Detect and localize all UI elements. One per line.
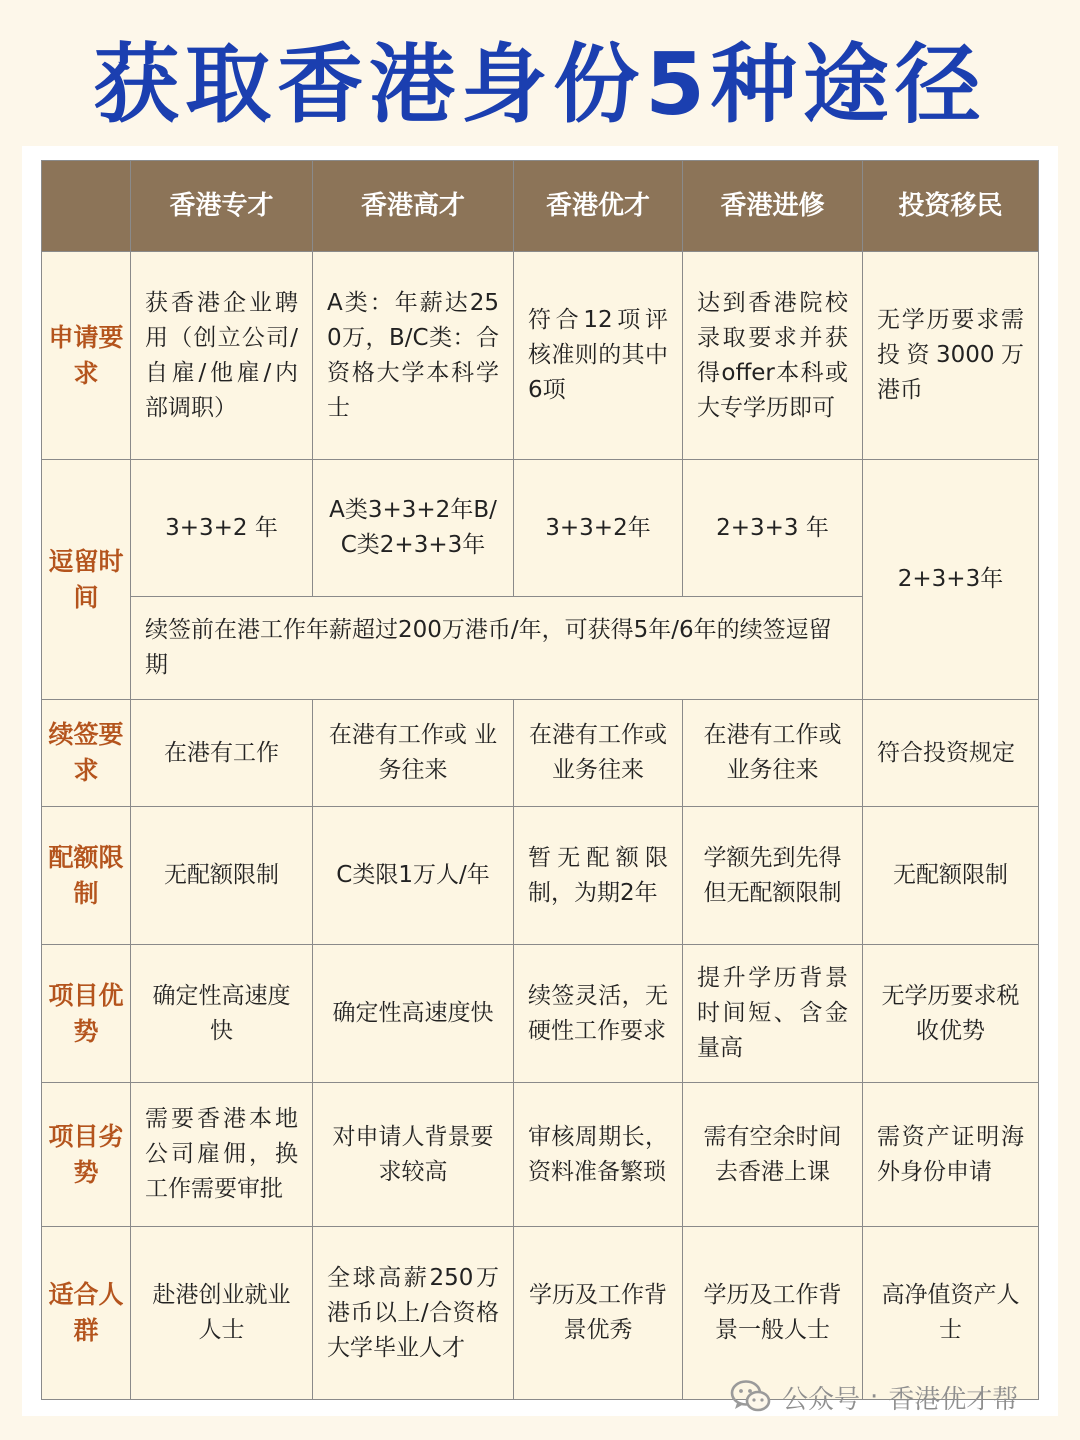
table-cell: 需要香港本地公司雇佣，换工作需要审批 xyxy=(131,1083,313,1227)
table-cell: 需资产证明海外身份申请 xyxy=(863,1083,1039,1227)
column-header-study: 香港进修 xyxy=(683,161,863,252)
row-label-advantages: 项目优势 xyxy=(42,945,131,1083)
table-cell: 全球高薪250万港币以上/合资格大学毕业人才 xyxy=(313,1227,514,1400)
wechat-icon xyxy=(730,1379,772,1415)
row-label-disadvantages: 项目劣势 xyxy=(42,1083,131,1227)
table-cell: 获香港企业聘用（创立公司/自雇/他雇/内部调职） xyxy=(131,252,313,460)
table-cell: 2+3+3年 xyxy=(863,460,1039,700)
table-cell: 审核周期长，资料准备繁琐 xyxy=(514,1083,683,1227)
column-header-quality-migrant: 香港优才 xyxy=(514,161,683,252)
comparison-table xyxy=(41,160,1039,1400)
table-cell: 提升学历背景时间短、含金量高 xyxy=(683,945,863,1083)
table-row xyxy=(42,1083,1039,1227)
table-row xyxy=(42,700,1039,807)
table-cell: 学历及工作背景一般人士 xyxy=(683,1227,863,1400)
table-cell: A类3+3+2年B/C类2+3+3年 xyxy=(313,460,514,597)
table-cell: 无配额限制 xyxy=(131,807,313,945)
table-cell: 2+3+3 年 xyxy=(683,460,863,597)
column-header-investment: 投资移民 xyxy=(863,161,1039,252)
table-cell: 确定性高速度快 xyxy=(313,945,514,1083)
table-cell: 续签灵活，无硬性工作要求 xyxy=(514,945,683,1083)
column-header-top-talent: 香港高才 xyxy=(313,161,514,252)
table-cell: C类限1万人/年 xyxy=(313,807,514,945)
table-cell: 需有空余时间去香港上课 xyxy=(683,1083,863,1227)
table-row xyxy=(42,252,1039,460)
table-cell: 对申请人背景要求较高 xyxy=(313,1083,514,1227)
row-label-requirements: 申请要求 xyxy=(42,252,131,460)
row-label-suitable: 适合人群 xyxy=(42,1227,131,1400)
header-corner xyxy=(42,161,131,252)
table-cell: 确定性高速度快 xyxy=(131,945,313,1083)
table-cell: 无学历要求税收优势 xyxy=(863,945,1039,1083)
watermark-prefix: 公众号 xyxy=(782,1384,861,1415)
row-label-quota: 配额限制 xyxy=(42,807,131,945)
table-cell: A类：年薪达250万，B/C类：合资格大学本科学士 xyxy=(313,252,514,460)
row-label-renewal: 续签要求 xyxy=(42,700,131,807)
watermark xyxy=(730,1372,1018,1422)
table-row xyxy=(42,460,1039,597)
table-cell: 3+3+2 年 xyxy=(131,460,313,597)
renewal-note: 续签前在港工作年薪超过200万港币/年，可获得5年/6年的续签逗留期 xyxy=(131,597,863,700)
table-cell: 无学历要求需投资3000万港币 xyxy=(863,252,1039,460)
watermark-separator: · xyxy=(870,1382,879,1412)
table-cell: 在港有工作或 业务往来 xyxy=(683,700,863,807)
row-label-stay: 逗留时间 xyxy=(42,460,131,700)
column-header-specialist: 香港专才 xyxy=(131,161,313,252)
table-row xyxy=(42,807,1039,945)
table-cell: 无配额限制 xyxy=(863,807,1039,945)
header-row xyxy=(42,161,1039,252)
table-cell: 在港有工作 xyxy=(131,700,313,807)
table-cell: 学额先到先得但无配额限制 xyxy=(683,807,863,945)
table-cell: 高净值资产人士 xyxy=(863,1227,1039,1400)
table-cell: 学历及工作背景优秀 xyxy=(514,1227,683,1400)
table-cell: 在港有工作或 业务往来 xyxy=(313,700,514,807)
table-cell: 达到香港院校录取要求并获得offer本科或大专学历即可 xyxy=(683,252,863,460)
table-cell: 在港有工作或 业务往来 xyxy=(514,700,683,807)
page-title: 获取香港身份5种途径 xyxy=(93,35,987,135)
watermark-account: 香港优才帮 xyxy=(888,1384,1019,1415)
table-cell: 3+3+2年 xyxy=(514,460,683,597)
table-cell: 赴港创业就业人士 xyxy=(131,1227,313,1400)
table-cell: 符合12项评核准则的其中6项 xyxy=(514,252,683,460)
table-cell: 暂无配额限制，为期2年 xyxy=(514,807,683,945)
table-row xyxy=(42,945,1039,1083)
table-cell: 符合投资规定 xyxy=(863,700,1039,807)
